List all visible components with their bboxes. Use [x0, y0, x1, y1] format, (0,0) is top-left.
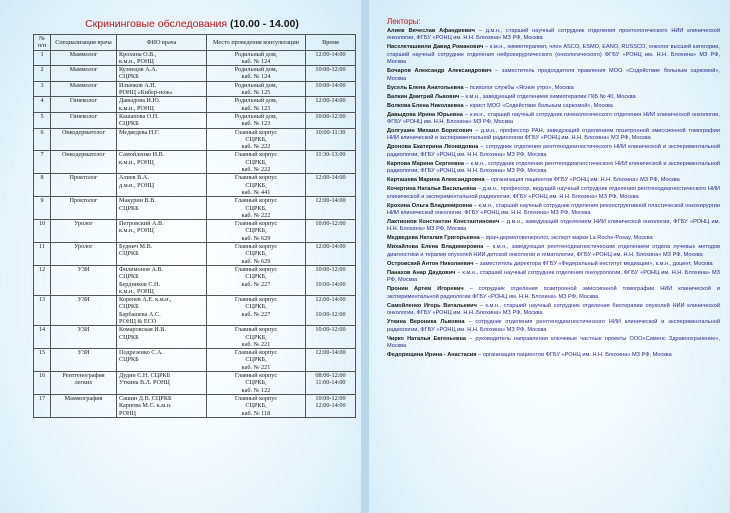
cell-number: 15: [34, 349, 51, 372]
cell-doctor: [117, 50, 207, 66]
cell-doctor-line: Карпова М.С. к.м.н.: [119, 402, 172, 410]
cell-doctor-line: Сашин Д.В. СЦРКБ: [119, 394, 172, 402]
cell-place-line: Главный корпус: [234, 151, 278, 159]
lecturer-entry: [387, 186, 720, 201]
cell-place-line: СЦРКБ,: [245, 135, 267, 143]
table-row: [34, 50, 356, 66]
cell-place: [207, 265, 306, 295]
header-place: Место проведения консультации: [207, 35, 306, 51]
cell-time-line: 12:00-14:00: [315, 243, 346, 251]
lecturer-entry: [387, 28, 720, 43]
lecturer-name: Валкин Дмитрий Львович: [387, 93, 460, 100]
cell-time: [306, 197, 356, 220]
cell-number: 5: [34, 112, 51, 128]
cell-doctor-line: Кашапова О.Н.: [119, 112, 159, 120]
cell-specialization: УЗИ: [51, 349, 117, 372]
cell-doctor-line: СЦРКБ: [119, 356, 139, 364]
lecturer-entry: [387, 128, 720, 143]
lecturer-name: Алиев Вячеслав Афандиевич: [387, 28, 475, 34]
cell-doctor-line: СЦРКБ: [119, 120, 139, 128]
cell-place: [207, 243, 306, 266]
cell-doctor-line: Комаровская И.В.: [119, 326, 166, 334]
cell-specialization: Маммолог: [51, 81, 117, 97]
cell-place-line: каб. № 125: [241, 89, 271, 97]
cell-doctor: [117, 128, 207, 151]
cell-number: 16: [34, 372, 51, 395]
cell-doctor-line: Кузнецов А.А.: [119, 66, 158, 74]
lecturer-description: – к.м.н., заведующая рентгенодиагностическим отделением отдела лучевых методов диагностики и терапии опухолей НИИ детской онкологии и гематологии, ФГБУ «РОНЦ им. Н.Н. Блохина» МЗ РФ, Москва: [387, 244, 720, 258]
cell-doctor-line: СЦРКБ: [119, 204, 139, 212]
lecturer-name: Дронова Екатерина Леонидовна: [387, 144, 479, 151]
cell-place-line: СЦРКБ,: [245, 227, 267, 235]
cell-place-line: каб. № 222: [241, 143, 271, 151]
lecturer-name: Михайлова Елена Владимировна: [387, 244, 484, 251]
cell-number: 14: [34, 326, 51, 349]
cell-place-line: СЦРКБ,: [245, 250, 267, 258]
lecturer-name: Карташева Марина Александровна: [387, 177, 485, 184]
cell-time-line: 10:00-12:00: [315, 112, 346, 120]
lecturer-entry: [387, 235, 720, 242]
cell-doctor: [117, 174, 207, 197]
cell-place: [207, 112, 306, 128]
lecturer-description: – организация пациентов ФГБУ «РОНЦ им. Н.Н. Блохина» МЗ РФ, Москва: [476, 351, 672, 358]
cell-number: 10: [34, 220, 51, 243]
table-row: [34, 265, 356, 295]
cell-doctor-line: Барбашева А.С.: [119, 310, 161, 318]
cell-time: [306, 128, 356, 151]
cell-time-line: 10:00-12:00: [315, 326, 346, 334]
cell-time: [306, 66, 356, 82]
cell-doctor-line: Медведева Н.Г.: [119, 128, 160, 136]
cell-time-line: 10:00-14:00: [315, 81, 346, 89]
lecturer-entry: [387, 319, 720, 334]
cell-place-line: каб. № 124: [241, 57, 271, 65]
cell-place-line: каб. № 629: [241, 257, 271, 265]
cell-doctor: [117, 265, 207, 295]
cell-place-line: каб. № 221: [241, 340, 271, 348]
lecturer-entry: [387, 270, 720, 285]
screening-table: [33, 34, 356, 418]
cell-specialization: Гинеколог: [51, 97, 117, 113]
cell-place-line: Главный корпус: [234, 394, 278, 402]
cell-time-line: 12:00-14:00: [315, 296, 346, 304]
cell-doctor: [117, 66, 207, 82]
cell-specialization: Проктолог: [51, 197, 117, 220]
lecturer-name: Уткина Вероника Львовна: [387, 319, 465, 326]
cell-doctor-line: к.м.н., РОНЦ: [119, 158, 154, 166]
lecturer-name: Насхлеташвили Давид Романович: [387, 44, 484, 51]
cell-doctor-line: СЦРКБ: [119, 73, 139, 81]
cell-time-line: 10:00-12:00: [315, 394, 346, 402]
cell-place: [207, 220, 306, 243]
cell-place-line: Главный корпус: [234, 128, 278, 136]
cell-place-line: каб. № 222: [241, 166, 271, 174]
table-row: [34, 372, 356, 395]
lecturer-name: Чирко Наталья Евгеньевна: [387, 335, 466, 342]
table-row: [34, 128, 356, 151]
cell-place-line: Родильный дом,: [234, 50, 278, 58]
cell-place: [207, 326, 306, 349]
lecturer-entry: [387, 85, 720, 92]
cell-doctor-line: Уткина В.Л. РОНЦ: [119, 379, 170, 387]
table-row: [34, 349, 356, 372]
lecturer-name: Медведева Наталия Григорьевна: [387, 235, 480, 242]
cell-time-line: [308, 303, 353, 310]
lecturer-name: Карпова Марина Сергеевна: [387, 160, 465, 167]
cell-doctor: [117, 326, 207, 349]
lecturer-description: – д.м.н., профессор РАН, заведующий отделением позитронной эмиссионной томографии НИИ клинической и экспериментальной радиологии ФГБУ «РОНЦ им. Н.Н. Блохина» МЗ РФ, Москва: [387, 128, 721, 142]
cell-doctor: [117, 349, 207, 372]
cell-doctor: [117, 97, 207, 113]
cell-time-line: 10:00-12:00: [315, 265, 346, 273]
lecturer-name: Пронин Артем Игоревич: [387, 286, 464, 293]
header-doctor: ФИО врача: [117, 35, 207, 51]
cell-place: [207, 394, 306, 417]
table-row: [34, 97, 356, 113]
cell-place-line: Главный корпус: [234, 349, 278, 357]
cell-doctor: [117, 112, 207, 128]
cell-time: [306, 151, 356, 174]
lecturer-description: – д.м.н., профессор, ведущий научный сотрудник отделения рентгенодиагностического НИИ клинической и экспериментальной радиологии, ФГБУ «РОНЦ им. Н.Н. Блохина» МЗ РФ, Москва: [387, 186, 720, 200]
cell-place-line: Главный корпус: [234, 296, 278, 304]
cell-doctor-line: Крохина О.В.,: [119, 50, 157, 58]
lecturer-description: – юрист МОО «Содействие больным саркомой», Москва: [463, 102, 613, 109]
cell-place-line: Главный корпус: [234, 174, 278, 182]
lecturer-entry: [387, 203, 720, 218]
cell-specialization: Маммография: [51, 394, 117, 417]
cell-number: 9: [34, 197, 51, 220]
lecturer-description: – сотрудник отделения рентгенодиагностического НИИ клинической и экспериментальной радиологии, ФГБУ «РОНЦ им. Н.Н. Блохина» МЗ РФ, Москва: [387, 144, 721, 158]
cell-time: [306, 265, 356, 295]
cell-place-line: СЦРКБ,: [245, 356, 267, 364]
cell-specialization: УЗИ: [51, 296, 117, 326]
cell-place-line: СЦРКБ,: [245, 204, 267, 212]
cell-specialization: Гинеколог: [51, 112, 117, 128]
lecturer-name: Лактионов Константин Константинович: [387, 219, 500, 226]
cell-time-line: [308, 273, 353, 280]
cell-doctor-line: СЦРКБ: [119, 303, 139, 311]
lecturer-entry: [387, 177, 720, 184]
cell-place-line: Родильный дом,: [234, 81, 278, 89]
cell-place-line: Главный корпус: [234, 326, 278, 334]
cell-doctor: [117, 81, 207, 97]
cell-doctor-line: Буднич М.В.: [119, 243, 153, 251]
cell-specialization: Рентгенография легких: [51, 372, 117, 395]
title-time: (10.00 - 14.00): [230, 18, 299, 30]
cell-time-line: 12:00-14:00: [315, 97, 346, 105]
cell-time-line: 12:00-14:00: [315, 50, 346, 58]
cell-place-line: каб. № 123: [241, 104, 271, 112]
cell-place-line: СЦРКБ,: [245, 181, 267, 189]
cell-place: [207, 81, 306, 97]
lecturer-entry: [387, 94, 720, 101]
lecturer-entry: [387, 44, 720, 66]
lecturer-name: Кочергина Наталья Васильевна: [387, 186, 477, 193]
cell-doctor-line: СЦРКБ: [119, 273, 139, 281]
cell-place-line: каб. № 441: [241, 188, 271, 196]
cell-specialization: Онкодерматолог: [51, 128, 117, 151]
cell-place: [207, 128, 306, 151]
lecturer-description: – к.м.н., старший научный сотрудник отделения онкоурологии, ФГБУ «РОНЦ им. Н.Н. Блохина» МЗ РФ, Москва: [387, 269, 720, 284]
cell-place-line: Главный корпус: [234, 372, 278, 380]
cell-doctor: [117, 197, 207, 220]
cell-place-line: каб. № 118: [241, 409, 271, 417]
cell-place: [207, 372, 306, 395]
cell-place-line: Родильный дом,: [234, 97, 278, 105]
page-gutter: [361, 0, 369, 513]
lecturer-name: Федорищина Ирина - Анастасия: [387, 351, 477, 358]
lecturer-description: – сотрудник отделения рентгенодиагностического НИИ клинической и экспериментальной радиологии, ФГБУ «РОНЦ им. Н.Н. Блохина» МЗ РФ, Москва: [387, 319, 720, 333]
lecturer-name: Бочаров Александр Александрович: [387, 68, 492, 75]
cell-doctor: [117, 296, 207, 326]
cell-time: [306, 50, 356, 66]
lecturers-list: [387, 28, 720, 359]
cell-specialization: Маммолог: [51, 66, 117, 82]
cell-place-line: СЦРКБ,: [245, 379, 267, 387]
cell-doctor-line: к.м.н., РОНЦ: [119, 227, 154, 235]
cell-time-line: 11:30-13:00: [315, 151, 346, 159]
cell-time: [306, 372, 356, 395]
cell-place-line: каб. № 227: [241, 280, 271, 288]
lecturer-description: – заместитель директора ФГБУ «Федеральный институт медиации», к.м.н., доцент, Москва: [473, 260, 713, 267]
cell-number: 12: [34, 265, 51, 295]
lecturer-description: – заместитель председателя правления МОО «Содействие больным саркомой», Москва: [387, 68, 720, 82]
lecturer-entry: [387, 68, 720, 83]
cell-place: [207, 296, 306, 326]
lecturer-name: Давыдова Ирина Юрьевна: [387, 111, 463, 118]
table-row: [34, 220, 356, 243]
table-row: [34, 151, 356, 174]
title-text: Скрининговые обследования: [85, 18, 231, 30]
cell-place: [207, 151, 306, 174]
cell-doctor: [117, 372, 207, 395]
lecturer-entry: [387, 144, 720, 159]
cell-place-line: каб. № 123: [241, 120, 271, 128]
cell-place-line: СЦРКБ,: [245, 333, 267, 341]
cell-place: [207, 349, 306, 372]
lecturer-name: Волкова Елена Николаевна: [387, 102, 464, 109]
cell-doctor: [117, 220, 207, 243]
table-row: [34, 197, 356, 220]
cell-doctor-line: РОНЦ: [119, 409, 136, 417]
cell-time-line: 12:00-14:00: [315, 197, 346, 205]
cell-number: 4: [34, 97, 51, 113]
cell-place-line: каб. № 221: [241, 363, 271, 371]
table-row: [34, 81, 356, 97]
cell-time-line: 12:00-14:00: [315, 349, 346, 357]
table-body: [34, 50, 356, 417]
screening-page: [0, 0, 361, 513]
cell-doctor-line: д.м.н., РОНЦ: [119, 181, 155, 189]
cell-time-line: 08:00-12:00: [315, 372, 346, 380]
lecturer-name: Крохина Ольга Владимировна: [387, 202, 473, 209]
lecturer-entry: [387, 103, 720, 110]
cell-number: 13: [34, 296, 51, 326]
lecturer-entry: [387, 244, 720, 259]
lecturer-description: – врач-дерматовенеролог, эксперт марки La Roche-Posay, Москва: [479, 235, 653, 242]
lecturer-description: – д.м.н., заведующий отделением НИИ клинической онкологии, ФГБУ «РОНЦ им. Н.Н. Блохина» МЗ РФ, Москва: [387, 219, 720, 233]
lecturer-description: – к.м.н., старший научный сотрудник гинекологического отделения НИИ клинической онкологии, ФГБУ «РОНЦ им. Н.Н. Блохина» МЗ РФ, Москва: [387, 111, 720, 126]
cell-place-line: Главный корпус: [234, 220, 278, 228]
cell-number: 6: [34, 128, 51, 151]
cell-specialization: Проктолог: [51, 174, 117, 197]
lecturer-entry: [387, 336, 720, 351]
table-row: [34, 66, 356, 82]
cell-doctor: [117, 394, 207, 417]
cell-place-line: Родильный дом,: [234, 66, 278, 74]
table-row: [34, 243, 356, 266]
cell-time-line: 11:00-14:00: [315, 379, 346, 387]
cell-doctor-line: Филимонов А.В.: [119, 265, 164, 273]
lecturer-description: – к.м.н., сотрудник отделения рентгенодиагностического НИИ клинической и экспериментальной радиологии, ФГБУ «РОНЦ им. Н.Н. Блохина» МЗ РФ, Москва: [387, 160, 720, 175]
cell-specialization: УЗИ: [51, 265, 117, 295]
lecturer-description: – к.м.н., химиотерапевт, член ASCO, ESMO, EANO, RUSSCO, онколог высшей категории, старший научный сотрудник отделения нейрохирургического (онкологического) ФГБУ «РОНЦ им. Н.Н. Блохина» МЗ РФ, Москва: [387, 44, 720, 66]
header-specialization: Специализация врача: [51, 35, 117, 51]
cell-doctor: [117, 243, 207, 266]
cell-place-line: каб. № 222: [241, 211, 271, 219]
lecturer-entry: [387, 303, 720, 318]
lecturer-description: – организация пациентов ФГБУ «РОНЦ им. Н.Н. Блохина» МЗ РФ, Москва: [484, 177, 680, 184]
table-header-row: [34, 35, 356, 51]
screening-title: [33, 18, 351, 30]
cell-number: 1: [34, 50, 51, 66]
cell-doctor-line: к.м.н., РОНЦ: [119, 57, 154, 65]
lecturer-entry: [387, 352, 720, 359]
cell-specialization: Маммолог: [51, 50, 117, 66]
lecturer-description: – руководитель направления ключевые частные проекты ООО«Сименс Здравоохранение», Москва: [387, 335, 721, 349]
cell-doctor-line: Давыдова И.Ю.: [119, 97, 161, 105]
cell-time-line: 10:00-11:30: [315, 128, 346, 136]
cell-doctor-line: Подрезенко С.А.: [119, 349, 163, 357]
lecturer-entry: [387, 112, 720, 127]
cell-place: [207, 97, 306, 113]
lecturer-description: – к.м.н., старший научный сотрудник отделения биотерапии опухолей НИИ клинической онкологии, ФГБУ «РОНЦ им. Н.Н. Блохина» МЗ РФ, Москва: [387, 302, 720, 317]
table-row: [34, 394, 356, 417]
cell-doctor-line: к.м.н., РОНЦ: [119, 104, 154, 112]
cell-time: [306, 296, 356, 326]
lecturer-description: – психолог службы «Ясное утро», Москва: [463, 84, 574, 91]
cell-place-line: каб. № 629: [241, 234, 271, 242]
lecturer-name: Бусель Елена Анатольевна: [387, 84, 464, 91]
cell-place-line: каб. № 124: [241, 73, 271, 81]
cell-doctor-line: Ильюков А.Н.: [119, 81, 157, 89]
cell-number: 2: [34, 66, 51, 82]
lecturer-description: – д.м.н., старший научный сотрудник отделения проктологического НИИ клинической онкологии, ФГБУ «РОНЦ им. Н.Н. Блохина» МЗ РФ, Москва: [387, 28, 720, 42]
cell-time: [306, 174, 356, 197]
cell-time-line: 10:00-12:00: [315, 220, 346, 228]
lecturer-entry: [387, 261, 720, 268]
cell-time: [306, 81, 356, 97]
cell-place-line: Родильный дом,: [234, 112, 278, 120]
cell-time-line: 10:00-14:00: [315, 280, 346, 288]
lecturer-entry: [387, 219, 720, 234]
cell-doctor-line: СЦРКБ: [119, 250, 139, 258]
lecturer-name: Островский Антон Николаевич: [387, 260, 474, 267]
cell-time-line: 12:00-14:00: [315, 402, 346, 410]
cell-number: 8: [34, 174, 51, 197]
lecturers-title: Лекторы:: [387, 17, 421, 26]
cell-doctor-line: Петровский А.В.: [119, 220, 164, 228]
cell-place-line: каб. № 227: [241, 310, 271, 318]
cell-time: [306, 97, 356, 113]
cell-place-line: СЦРКБ,: [245, 402, 267, 410]
cell-time: [306, 326, 356, 349]
cell-number: 7: [34, 151, 51, 174]
header-time: Время: [306, 35, 356, 51]
cell-specialization: Уролог: [51, 220, 117, 243]
cell-time: [306, 220, 356, 243]
cell-place-line: Главный корпус: [234, 265, 278, 273]
cell-time: [306, 394, 356, 417]
cell-doctor: [117, 151, 207, 174]
lecturer-description: – к.м.н., старший научный сотрудник отделения реконструктивной пластической онкохирургии НИИ клинической онкологии, ФГБУ «РОНЦ им. Н.Н. Блохина» МЗ РФ, Москва: [387, 202, 720, 217]
cell-place-line: СЦРКБ,: [245, 303, 267, 311]
cell-place: [207, 66, 306, 82]
cell-doctor-line: Коренев А.Е. к.м.н.,: [119, 296, 172, 304]
cell-place-line: СЦРКБ,: [245, 273, 267, 281]
cell-number: 3: [34, 81, 51, 97]
cell-doctor-line: Макурин В.В.: [119, 197, 156, 205]
cell-place-line: Главный корпус: [234, 197, 278, 205]
cell-time-line: 10:00-12:00: [315, 66, 346, 74]
cell-time: [306, 243, 356, 266]
lecturer-description: – сотрудник отделения позитронной эмиссионной томографии НИИ клинической и экспериментальной радиологии ФГБУ «РОНЦ им. Н.Н. Блохина» МЗ РФ, Москва: [387, 286, 720, 300]
cell-place: [207, 197, 306, 220]
header-number: № п/п: [34, 35, 51, 51]
table-row: [34, 112, 356, 128]
cell-place-line: каб. № 122: [241, 386, 271, 394]
cell-doctor-line: РОНЦ & ЕСО: [119, 317, 157, 325]
lecturer-name: Долгушин Михаил Борисович: [387, 128, 473, 135]
cell-time-line: 10:00-12:00: [315, 310, 346, 318]
cell-place-line: Главный корпус: [234, 243, 278, 251]
cell-specialization: Уролог: [51, 243, 117, 266]
lecturer-entry: [387, 161, 720, 176]
lecturer-entry: [387, 286, 720, 301]
lecturer-name: Самойленко Игорь Витальевич: [387, 302, 477, 309]
cell-time: [306, 112, 356, 128]
cell-doctor-line: к.м.н., РОНЦ: [119, 287, 154, 295]
cell-number: 17: [34, 394, 51, 417]
cell-place: [207, 174, 306, 197]
table-row: [34, 296, 356, 326]
table-row: [34, 174, 356, 197]
cell-specialization: Онкодерматолог: [51, 151, 117, 174]
table-row: [34, 326, 356, 349]
cell-doctor-line: Алиев В.А.: [119, 174, 149, 182]
lecturer-name: Панахов Анар Даудович: [387, 269, 456, 276]
cell-place-line: СЦРКБ,: [245, 158, 267, 166]
cell-doctor-line: Бердников С.Н.: [119, 280, 161, 288]
cell-doctor-line: РОНЦ «Кибер-нож»: [119, 89, 173, 97]
cell-number: 11: [34, 243, 51, 266]
cell-time-line: 12:00-14:00: [315, 174, 346, 182]
cell-time: [306, 349, 356, 372]
cell-place: [207, 50, 306, 66]
lecturers-page: [369, 0, 730, 513]
lecturer-description: – к.м.н., заведующий отделением химиотерапии ГКБ № 40, Москва: [459, 93, 636, 100]
cell-doctor-line: Самойленко И.В.: [119, 151, 165, 159]
cell-specialization: УЗИ: [51, 326, 117, 349]
cell-doctor-line: Дудин С.Н. СЦРКБ: [119, 372, 171, 380]
cell-doctor-line: СЦРКБ: [119, 333, 139, 341]
